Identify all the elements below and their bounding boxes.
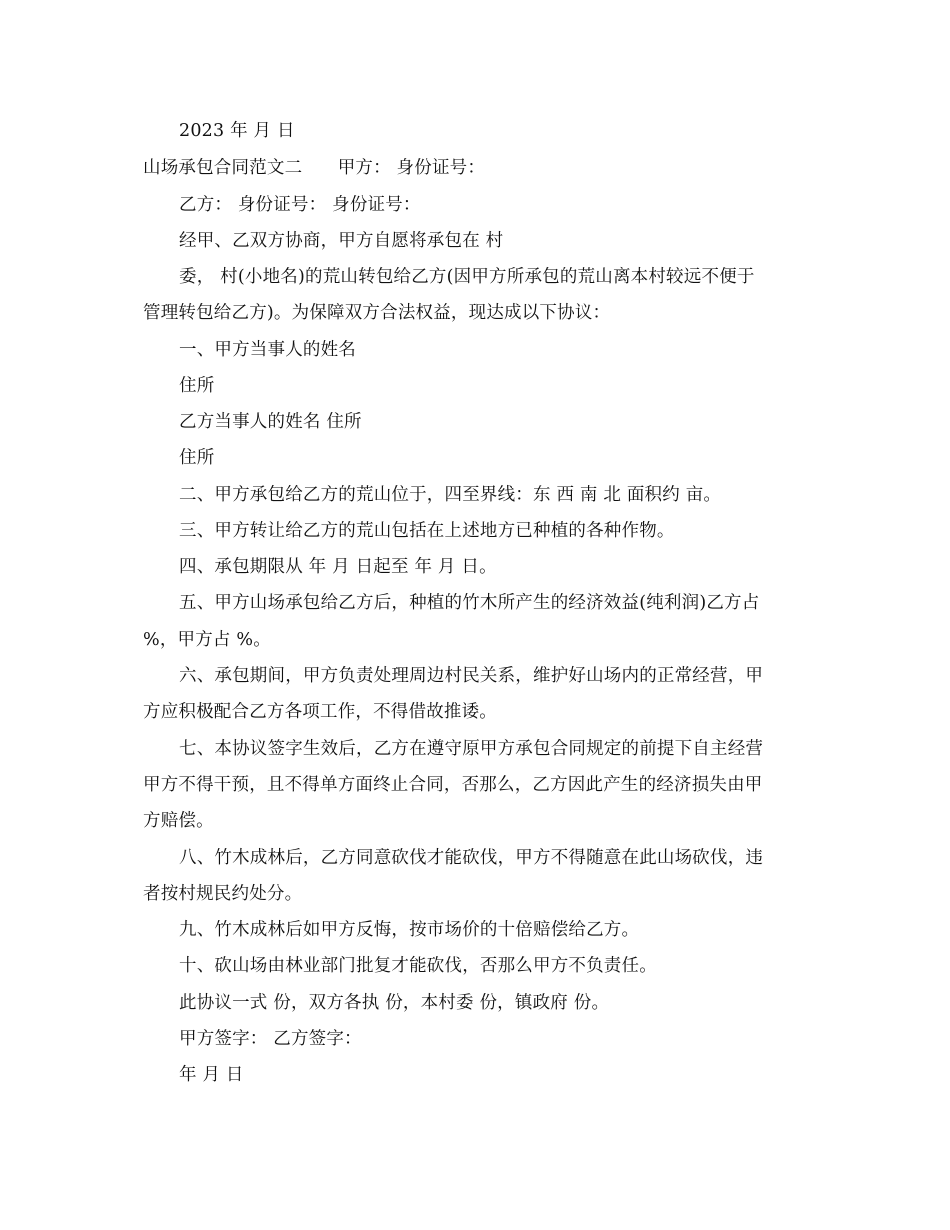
- clause-2: 二、甲方承包给乙方的荒山位于，四至界线：东 西 南 北 面积约 亩。: [179, 485, 722, 505]
- clause-5-line-2: %，甲方占 %。: [143, 630, 271, 650]
- clause-1-party-a-address: 住所: [179, 376, 215, 396]
- intro-paragraph-line-2: 委， 村(小地名)的荒山转包给乙方(因甲方所承包的荒山离本村较远不便于: [179, 267, 755, 287]
- clause-7-line-2: 甲方不得干预，且不得单方面终止合同，否那么，乙方因此产生的经济损失由甲: [143, 775, 763, 795]
- clause-7-line-3: 方赔偿。: [143, 811, 214, 831]
- clause-3: 三、甲方转让给乙方的荒山包括在上述地方已种植的各种作物。: [179, 521, 675, 541]
- clause-8-line-1: 八、竹木成林后，乙方同意砍伐才能砍伐，甲方不得随意在此山场砍伐，违: [179, 848, 764, 868]
- clause-1-party-b-address: 住所: [179, 448, 215, 468]
- signatures-line: 甲方签字： 乙方签字：: [179, 1029, 362, 1049]
- clause-7-line-1: 七、本协议签字生效后，乙方在遵守原甲方承包合同规定的前提下自主经营: [179, 739, 764, 759]
- clause-9: 九、竹木成林后如甲方反悔，按市场价的十倍赔偿给乙方。: [179, 920, 640, 940]
- clause-8-line-2: 者按村规民约处分。: [143, 884, 303, 904]
- clause-1-party-a-name: 一、甲方当事人的姓名: [179, 340, 356, 360]
- clause-5-line-1: 五、甲方山场承包给乙方后，种植的竹木所产生的经济效益(纯利润)乙方占: [179, 593, 760, 613]
- intro-paragraph-line-3: 管理转包给乙方)。为保障双方合法权益，现达成以下协议：: [143, 303, 611, 323]
- party-b-line: 乙方： 身份证号： 身份证号：: [179, 195, 421, 215]
- clause-6-line-2: 方应积极配合乙方各项工作，不得借故推诿。: [143, 702, 497, 722]
- clause-1-party-b-name: 乙方当事人的姓名 住所: [179, 412, 362, 432]
- clause-10: 十、砍山场由林业部门批复才能砍伐，否那么甲方不负责任。: [179, 956, 657, 976]
- copies-line: 此协议一式 份，双方各执 份，本村委 份，镇政府 份。: [179, 993, 610, 1013]
- clause-6-line-1: 六、承包期间，甲方负责处理周边村民关系，维护好山场内的正常经营，甲: [179, 666, 764, 686]
- intro-paragraph-line-1: 经甲、乙双方协商，甲方自愿将承包在 村: [179, 231, 504, 251]
- title-line: 山场承包合同范文二 甲方： 身份证号：: [143, 158, 486, 178]
- clause-4: 四、承包期限从 年 月 日起至 年 月 日。: [179, 557, 497, 577]
- sign-date-line: 年 月 日: [179, 1065, 244, 1085]
- date-line: 2023 年 月 日: [179, 121, 295, 141]
